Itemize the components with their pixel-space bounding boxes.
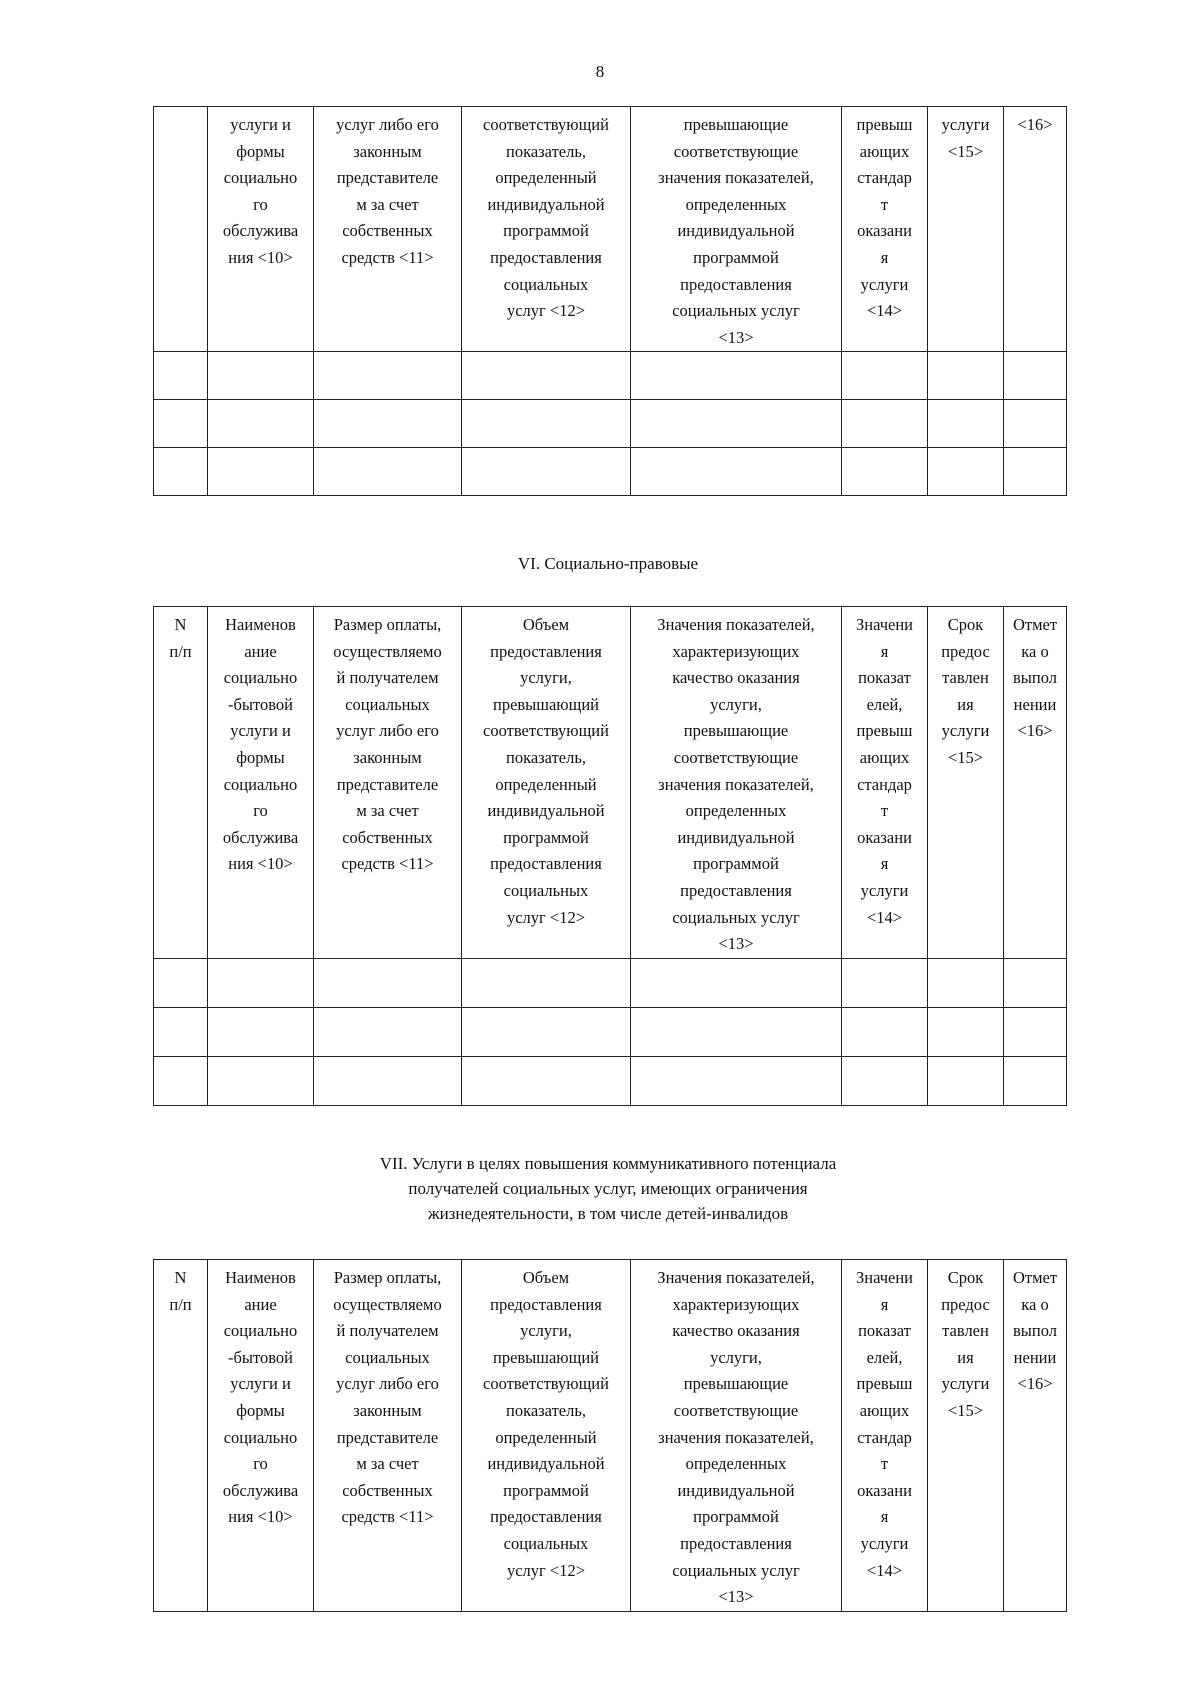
col-quality-header: Значения показателей, характеризующих качество оказания услуги, превышающие соответствующие значения показателей, определенных индивидуальной программой предоставления социальных услуг <13> <box>631 1260 842 1612</box>
social-legal-services-table <box>153 606 1067 1106</box>
continued-services-table <box>153 106 1067 496</box>
table-row <box>154 1056 1067 1105</box>
col-standard-header: Значени я показат елей, превыш ающих стандар т оказани я услуги <14> <box>842 1260 928 1612</box>
page-number: 8 <box>595 62 605 81</box>
col-payment-header: услуг либо его законным представителе м за счет собственных средств <11> <box>314 107 462 352</box>
col-standard-header: Значени я показат елей, превыш ающих стандар т оказани я услуги <14> <box>842 607 928 959</box>
section-7-title <box>150 1151 1066 1226</box>
table-row <box>154 958 1067 1007</box>
col-term-header: Срок предос тавлен ия услуги <15> <box>928 607 1004 959</box>
col-quality-header: превышающие соответствующие значения показателей, определенных индивидуальной программой предоставления социальных услуг <13> <box>631 107 842 352</box>
col-service-name-header: услуги и формы социально го обслужива ния <10> <box>208 107 314 352</box>
table-header-row <box>154 107 1067 352</box>
col-payment-header: Размер оплаты, осуществляемо й получателем социальных услуг либо его законным представителе м за счет собственных средств <11> <box>314 1260 462 1612</box>
table-row <box>154 400 1067 448</box>
section-7-title-line: получателей социальных услуг, имеющих ограничения <box>408 1179 808 1198</box>
col-service-name-header: Наименов ание социально -бытовой услуги и формы социально го обслужива ния <10> <box>208 1260 314 1612</box>
col-number-header <box>154 107 208 352</box>
col-number-header: N п/п <box>154 607 208 959</box>
table-row <box>154 1007 1067 1056</box>
col-term-header: Срок предос тавлен ия услуги <15> <box>928 1260 1004 1612</box>
col-number-header: N п/п <box>154 1260 208 1612</box>
section-7-title-line: жизнедеятельности, в том числе детей-инвалидов <box>427 1204 789 1223</box>
col-mark-header: Отмет ка о выпол нении <16> <box>1004 607 1067 959</box>
col-volume-header: соответствующий показатель, определенный индивидуальной программой предоставления социальных услуг <12> <box>462 107 631 352</box>
col-payment-header: Размер оплаты, осуществляемо й получателем социальных услуг либо его законным представителе м за счет собственных средств <11> <box>314 607 462 959</box>
table-row <box>154 448 1067 496</box>
col-mark-header: Отмет ка о выпол нении <16> <box>1004 1260 1067 1612</box>
col-term-header: услуги <15> <box>928 107 1004 352</box>
table-header-row <box>154 607 1067 959</box>
col-volume-header: Объем предоставления услуги, превышающий соответствующий показатель, определенный индивидуальной программой предоставления социальных услуг <12> <box>462 1260 631 1612</box>
col-service-name-header: Наименов ание социально -бытовой услуги и формы социально го обслужива ния <10> <box>208 607 314 959</box>
table-header-row <box>154 1260 1067 1612</box>
col-standard-header: превыш ающих стандар т оказани я услуги <14> <box>842 107 928 352</box>
col-quality-header: Значения показателей, характеризующих качество оказания услуги, превышающие соответствующие значения показателей, определенных индивидуальной программой предоставления социальных услуг <13> <box>631 607 842 959</box>
col-mark-header: <16> <box>1004 107 1067 352</box>
section-7-title-line: VII. Услуги в целях повышения коммуникативного потенциала <box>379 1154 837 1173</box>
section-6-title: VI. Социально-правовые <box>517 554 699 573</box>
table-row <box>154 352 1067 400</box>
communication-services-table <box>153 1259 1067 1612</box>
col-volume-header: Объем предоставления услуги, превышающий соответствующий показатель, определенный индивидуальной программой предоставления социальных услуг <12> <box>462 607 631 959</box>
